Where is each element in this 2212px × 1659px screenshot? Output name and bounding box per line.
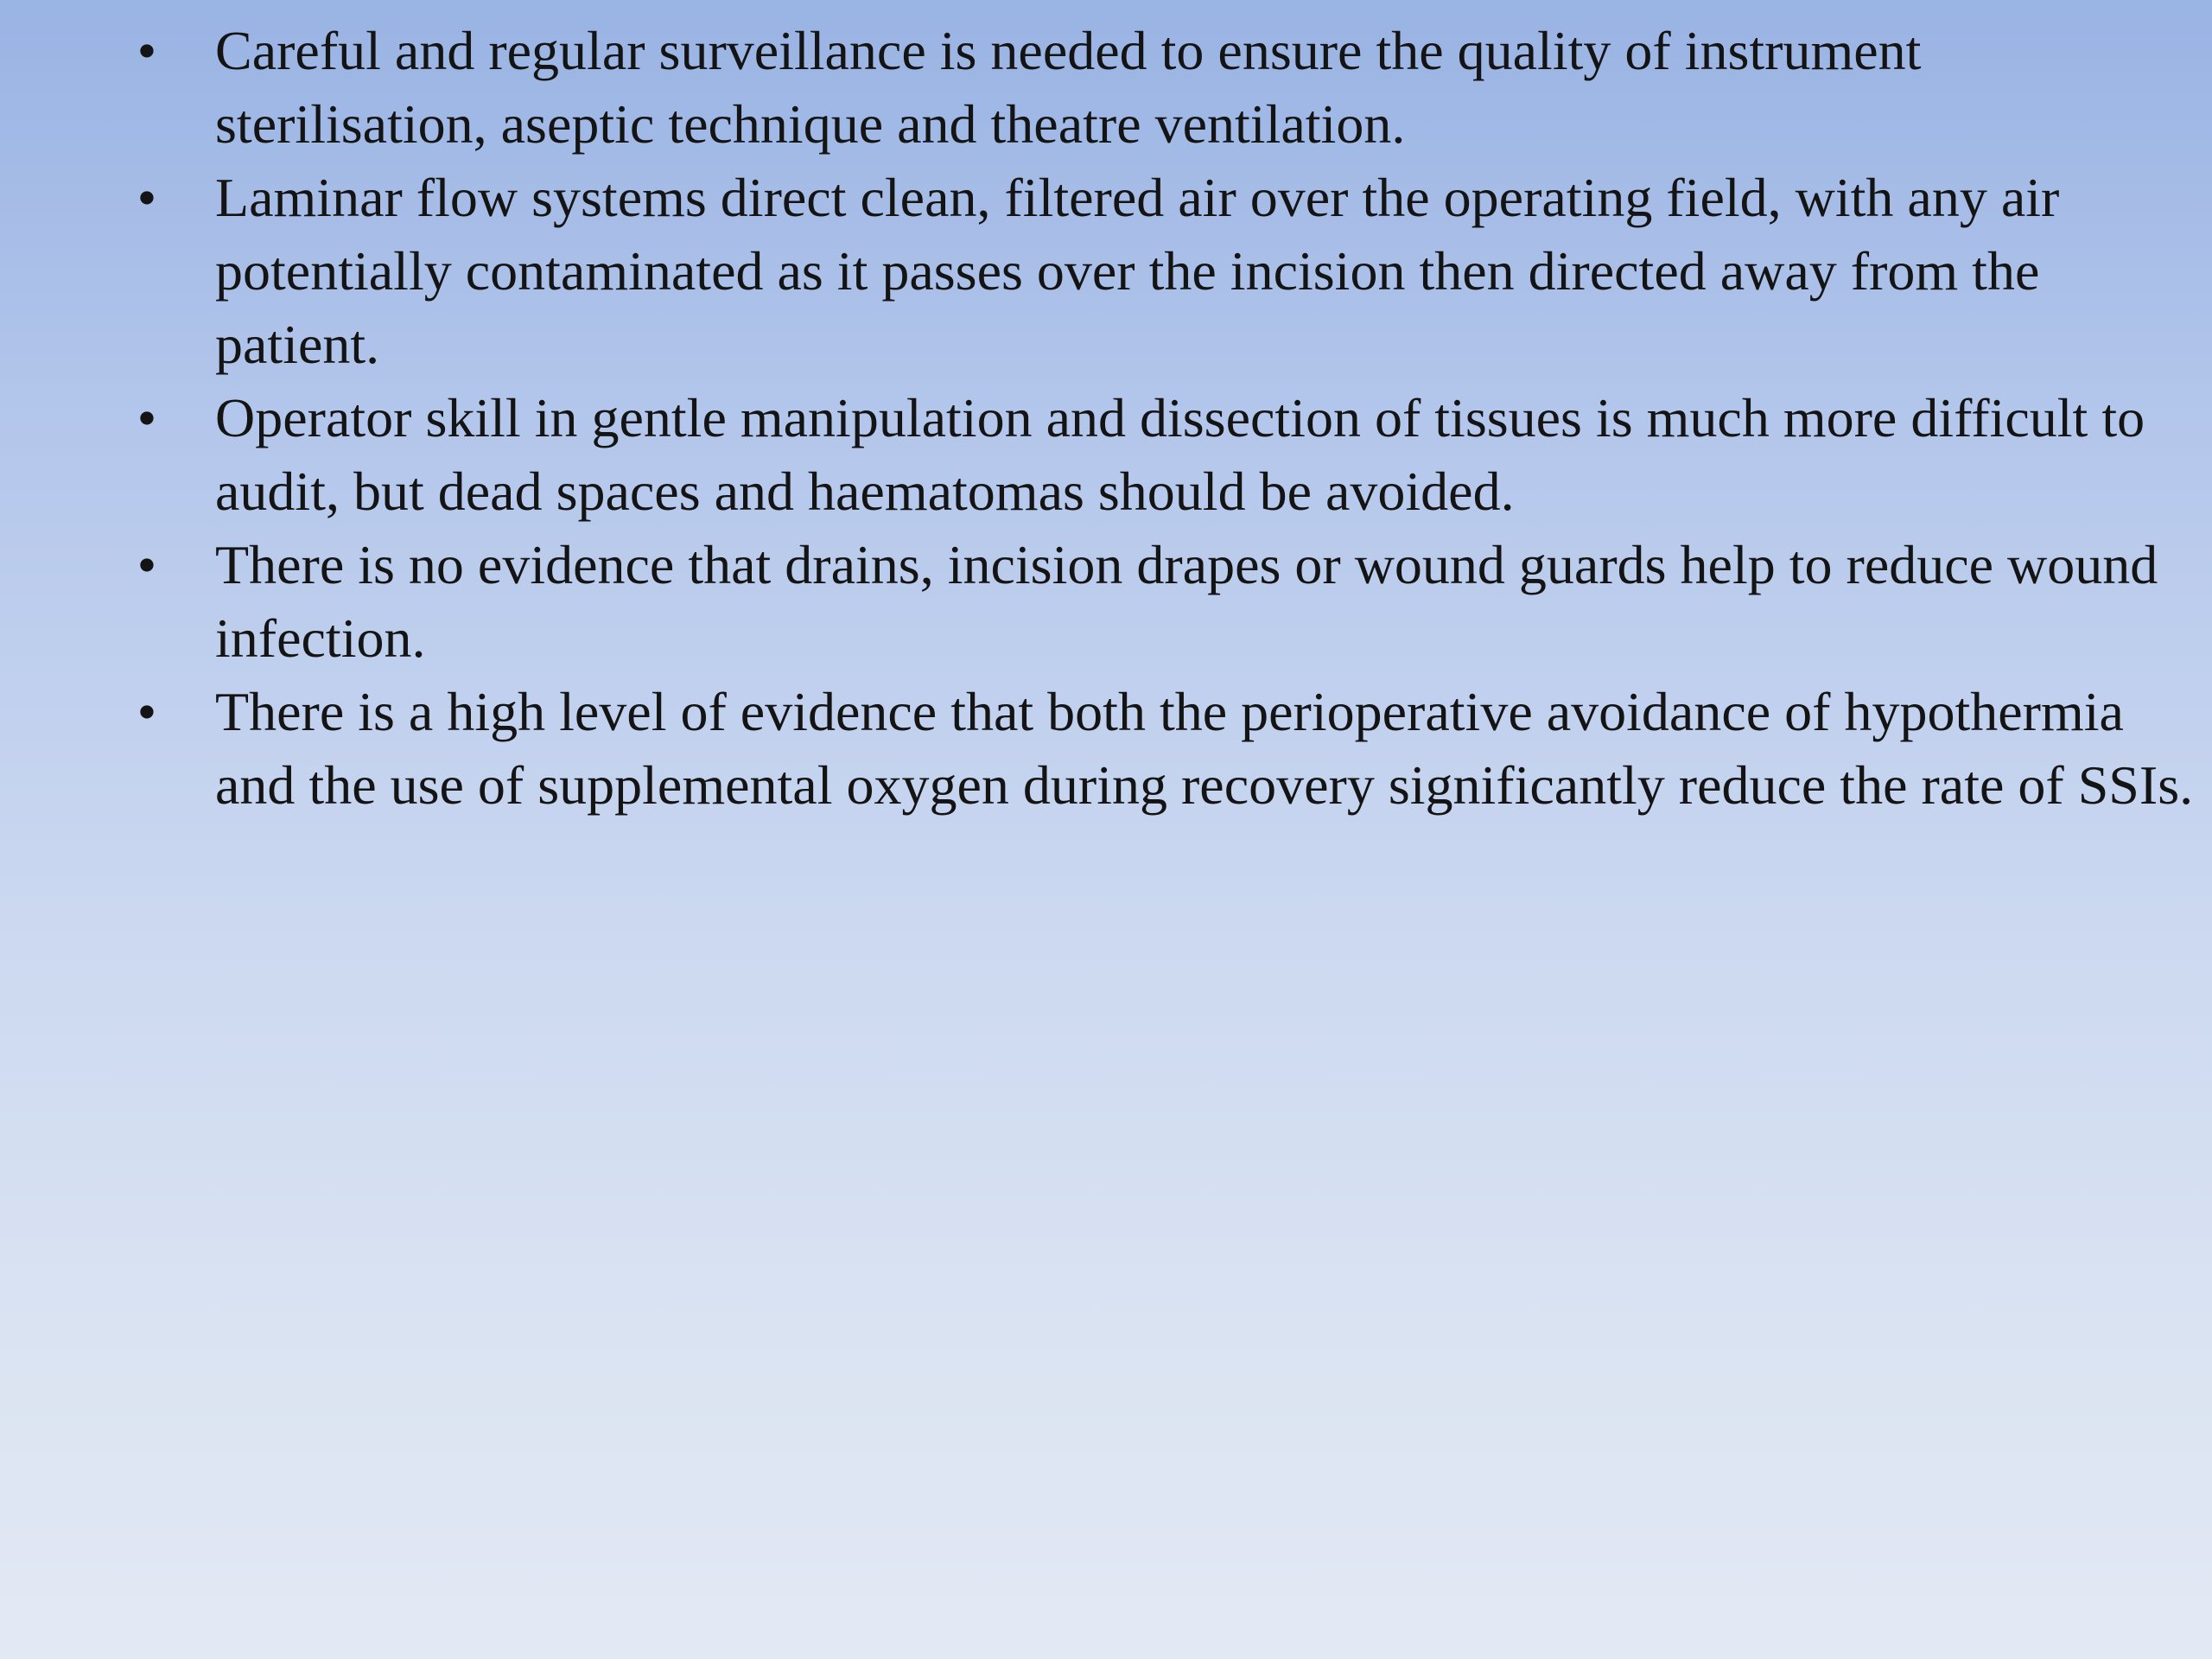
bullet-dot-icon: •: [137, 681, 157, 742]
bullet-item: [130, 675, 2203, 822]
bullet-text: There is no evidence that drains, incision drapes or wound guards help to reduce wound infection.: [215, 534, 2158, 669]
bullet-text: Careful and regular surveillance is needed to ensure the quality of instrument sterilisation, aseptic technique and theatre ventilation.: [215, 20, 1922, 155]
bullet-item: [130, 161, 2203, 381]
bullet-dot-icon: •: [137, 534, 157, 595]
bullet-text: There is a high level of evidence that both the perioperative avoidance of hypothermia and the use of supplemental oxygen during recovery significantly reduce the rate of SSIs.: [215, 681, 2194, 816]
bullet-text: Laminar flow systems direct clean, filtered air over the operating field, with any air potentially contaminated as it passes over the incision then directed away from the patient.: [215, 167, 2060, 375]
bullet-list: [130, 14, 2203, 822]
bullet-dot-icon: •: [137, 167, 157, 228]
bullet-item: [130, 528, 2203, 675]
bullet-dot-icon: •: [137, 387, 157, 448]
bullet-item: [130, 381, 2203, 528]
bullet-dot-icon: •: [137, 20, 157, 81]
bullet-text: Operator skill in gentle manipulation and dissection of tissues is much more difficult to audit, but dead spaces and haematomas should be avoided.: [215, 387, 2145, 522]
bullet-item: [130, 14, 2203, 161]
